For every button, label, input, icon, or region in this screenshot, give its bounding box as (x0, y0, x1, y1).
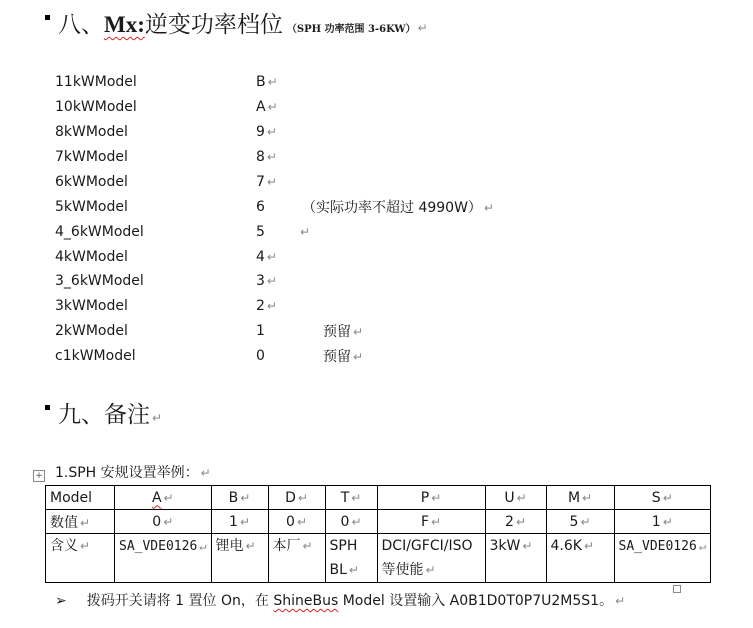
table-cell: SA_VDE0126 ↵ (115, 534, 212, 583)
section-title: 逆变功率档位 (144, 12, 283, 38)
model-value: 0 (256, 347, 265, 364)
model-name: 6kWModel (55, 173, 128, 190)
model-name: 3_6kWModel (55, 272, 144, 289)
section-9-heading (45, 396, 162, 429)
table-cell: A ↵ (115, 486, 212, 510)
section-8-heading (45, 6, 428, 39)
table-row (46, 534, 711, 583)
model-name: 8kWModel (55, 123, 128, 140)
model-name: 4kWModel (55, 248, 128, 265)
model-name: 4_6kWModel (55, 223, 144, 240)
paragraph-mark-icon: ↵ (266, 174, 277, 189)
table-cell: M ↵ (546, 486, 614, 510)
model-note: 预留 ↵ (323, 323, 364, 340)
table-cell: 0 ↵ (325, 510, 377, 534)
paragraph-mark-icon: ↵ (200, 466, 211, 480)
instruction-line: ➢ 拨码开关请将 1 置位 On，在 ShineBus Model 设置输入 A0B1D0T0P7U2M5S1。 ↵ (55, 593, 626, 609)
paragraph-mark-icon: ↵ (615, 594, 626, 608)
table-cell: 4.6K ↵ (546, 534, 614, 583)
model-value: 5 (256, 223, 265, 240)
paragraph-mark-icon: ↵ (152, 411, 163, 425)
paragraph-mark-icon: ↵ (266, 298, 277, 313)
arrow-bullet-icon: ➢ (55, 593, 67, 609)
table-cell: DCI/GFCI/ISO 等使能 ↵ (377, 534, 485, 583)
table-cell: 锂电 ↵ (211, 534, 268, 583)
model-name: c1kWModel (55, 347, 136, 364)
table-cell: 0 ↵ (268, 510, 325, 534)
paragraph-mark-icon: ↵ (353, 324, 364, 339)
paragraph-mark-icon: ↵ (300, 224, 311, 239)
model-name: 3kWModel (55, 297, 128, 314)
table-cell: Model (46, 486, 115, 510)
model-value: A ↵ (256, 98, 278, 115)
paragraph-mark-icon: ↵ (266, 124, 277, 139)
settings-example-table (45, 485, 711, 583)
table-cell: 2 ↵ (485, 510, 546, 534)
model-name: 5kWModel (55, 198, 128, 215)
table-cell: 1 ↵ (211, 510, 268, 534)
model-note: 预留 ↵ (323, 348, 364, 365)
brand-name: ShineBus (273, 593, 339, 609)
table-row (46, 486, 711, 510)
model-value: 9 ↵ (256, 123, 277, 140)
mx-label: Mx: (104, 12, 145, 37)
table-move-handle-icon[interactable]: + (33, 470, 45, 482)
model-value: B ↵ (256, 73, 278, 90)
paragraph-mark-icon: ↵ (483, 200, 494, 215)
model-value: 8 ↵ (256, 148, 277, 165)
paragraph-mark-icon: ↵ (266, 273, 277, 288)
table-cell: SPH BL ↵ (325, 534, 377, 583)
table-row (46, 510, 711, 534)
model-name: 2kWModel (55, 322, 128, 339)
paragraph-mark-icon: ↵ (266, 249, 277, 264)
paragraph-mark-icon: ↵ (267, 74, 278, 89)
model-value: 3 ↵ (256, 272, 277, 289)
table-cell: D ↵ (268, 486, 325, 510)
table-cell: P ↵ (377, 486, 485, 510)
bullet-icon (45, 405, 50, 410)
model-value: 1 (256, 322, 265, 339)
model-name: 10kWModel (55, 98, 137, 115)
table-resize-handle-icon[interactable] (673, 585, 681, 593)
table-cell: 0 ↵ (115, 510, 212, 534)
table-caption: 1.SPH 安规设置举例： ↵ (55, 465, 211, 481)
table-cell: 数值 ↵ (46, 510, 115, 534)
table-cell: T ↵ (325, 486, 377, 510)
section-subtitle: （SPH 功率范围 3-6KW） (286, 24, 416, 35)
table-cell: U ↵ (485, 486, 546, 510)
paragraph-mark-icon: ↵ (353, 349, 364, 364)
table-cell: 本厂 ↵ (268, 534, 325, 583)
table-cell: SA_VDE0126 ↵ (614, 534, 711, 583)
paragraph-mark-icon: ↵ (267, 99, 278, 114)
model-note: （实际功率不超过 4990W） ↵ (302, 199, 494, 216)
bullet-icon (45, 15, 50, 20)
table-cell: 3kW ↵ (485, 534, 546, 583)
model-value: 6 (256, 198, 265, 215)
table-cell: 1 ↵ (614, 510, 711, 534)
section-9-title: 九、备注 (58, 402, 150, 428)
model-value: 2 ↵ (256, 297, 277, 314)
table-cell: S ↵ (614, 486, 711, 510)
table-cell: 含义 ↵ (46, 534, 115, 583)
model-value: 4 ↵ (256, 248, 277, 265)
paragraph-mark-icon: ↵ (266, 149, 277, 164)
model-value: 7 ↵ (256, 173, 277, 190)
table-cell: 5 ↵ (546, 510, 614, 534)
table-cell: F ↵ (377, 510, 485, 534)
model-name: 7kWModel (55, 148, 128, 165)
section-number: 八、 (58, 12, 104, 38)
model-name: 11kWModel (55, 73, 137, 90)
paragraph-mark-icon: ↵ (417, 21, 428, 35)
table-cell: B ↵ (211, 486, 268, 510)
